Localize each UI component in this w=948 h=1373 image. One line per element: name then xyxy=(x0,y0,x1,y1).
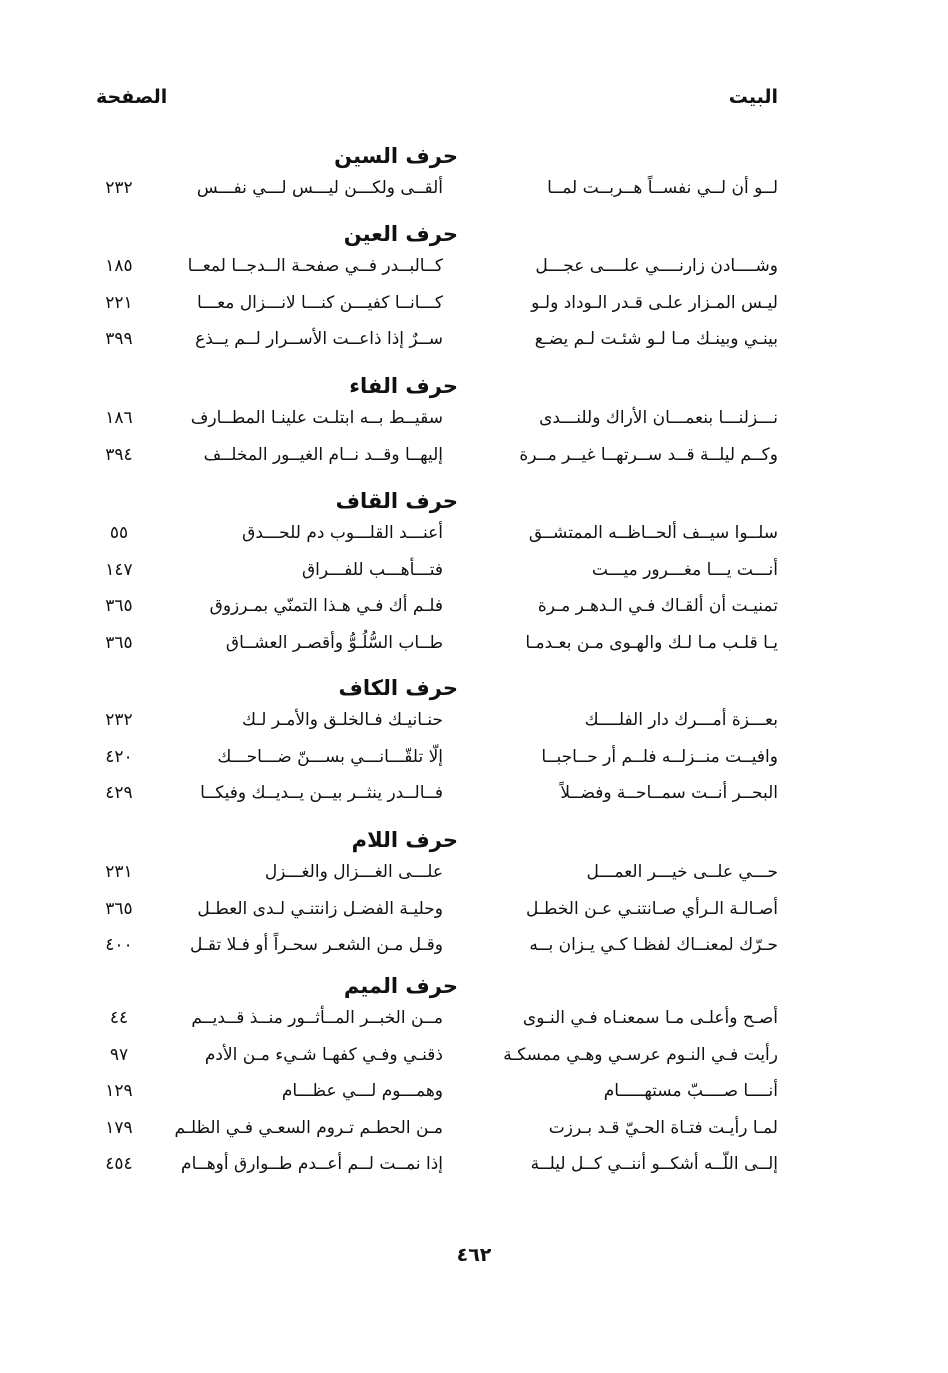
verse-page-ref: ١٨٦ xyxy=(105,408,133,428)
verse-row xyxy=(0,856,948,888)
verse-page-ref: ٢٣١ xyxy=(105,862,133,882)
verse-first-hemistich: إلــى اللّــه أشكــو أننــي كــل ليلــة xyxy=(530,1154,778,1174)
verse-first-hemistich: حـــي علــى خيـــر العمـــل xyxy=(586,862,778,882)
verse-first-hemistich: نـــزلنـــا بنعمـــان الأراك وللنـــدى xyxy=(539,408,778,428)
verse-row xyxy=(0,929,948,961)
verse-row xyxy=(0,172,948,204)
verse-page-ref: ٢٣٢ xyxy=(105,178,133,198)
verse-first-hemistich: رأيت فـي النـوم عرسـي وهـي ممسكـة xyxy=(503,1044,778,1065)
page-number: ٤٦٢ xyxy=(456,1244,492,1266)
verse-second-hemistich: أعنـــد القلـــوب دم للحـــدق xyxy=(242,523,443,543)
verse-page-ref: ٢٢١ xyxy=(105,292,133,313)
verse-first-hemistich: تمنيـت أن ألقـاك فـي الـدهـر مـرة xyxy=(537,596,778,616)
verse-first-hemistich: أنـــت يـــا مغـــرور ميـــت xyxy=(591,559,778,580)
verse-row xyxy=(0,893,948,925)
section-title: حرف العين xyxy=(343,222,458,246)
verse-second-hemistich: كــالبــدر فــي صفحـة الــدجــا لمعــا xyxy=(187,256,443,276)
verse-row xyxy=(0,1075,948,1107)
verse-page-ref: ٩٧ xyxy=(109,1044,129,1065)
verse-page-ref: ١٧٩ xyxy=(105,1117,133,1138)
verse-second-hemistich: طــاب السُّلُـوُّ وأقصـر العشــاق xyxy=(225,632,443,653)
verse-page-ref: ٣٦٥ xyxy=(105,632,133,653)
verse-second-hemistich: ألقــى ولكـــن ليـــس لـــي نفـــس xyxy=(196,178,443,198)
verse-page-ref: ١٤٧ xyxy=(105,559,133,580)
section-title: حرف القاف xyxy=(335,489,458,513)
verse-row xyxy=(0,439,948,471)
verse-page-ref: ٤٥٤ xyxy=(105,1154,133,1174)
verse-page-ref: ١٨٥ xyxy=(105,256,133,276)
verse-second-hemistich: ســرٌ إذا ذاعــت الأســرار لــم يــذع xyxy=(195,329,443,349)
verse-first-hemistich: حـرّك لمعنــاك لفظـا كـي يـزان بــه xyxy=(529,935,778,955)
verse-second-hemistich: سقيــط بــه ابتلـت علينـا المطــارف xyxy=(190,408,443,428)
section-title: حرف الميم xyxy=(343,974,458,998)
verse-second-hemistich: وحليـة الفضـل زانتنـي لـدى العطـل xyxy=(197,898,443,919)
verse-row xyxy=(0,1039,948,1071)
verse-page-ref: ٤٢٩ xyxy=(105,783,133,803)
verse-row xyxy=(0,704,948,736)
verse-row xyxy=(0,741,948,773)
verse-first-hemistich: بعـــزة أمـــرك دار الفلــــك xyxy=(584,710,778,730)
verse-second-hemistich: فلـم أك فـي هـذا التمنّي بمـرزوق xyxy=(209,596,443,616)
verse-page-ref: ٣٦٥ xyxy=(105,898,133,919)
verse-second-hemistich: فــالــدر ينثــر بيــن يــديــك وفيكــا xyxy=(200,783,443,803)
verse-row xyxy=(0,402,948,434)
verse-first-hemistich: ليـس المـزار علـى قـدر الـوداد ولـو xyxy=(531,292,778,313)
verse-page-ref: ١٢٩ xyxy=(105,1081,133,1101)
verse-row xyxy=(0,627,948,659)
verse-row xyxy=(0,323,948,355)
verse-second-hemistich: فتـــأهـــب للفـــراق xyxy=(301,559,443,580)
verse-first-hemistich: أصـح وأعلـى مـا سمعنـاه فـي النـوى xyxy=(522,1008,778,1028)
verse-row xyxy=(0,517,948,549)
section-title: حرف اللام xyxy=(351,828,458,852)
verse-page-ref: ٥٥ xyxy=(109,523,129,543)
verse-first-hemistich: وكــم ليلــة قــد ســرتهــا غيــر مــرة xyxy=(519,444,778,465)
verse-second-hemistich: مـن الحطـم تـروم السعـي فـي الظلـم xyxy=(174,1117,443,1138)
verse-page-ref: ٤٢٠ xyxy=(105,746,133,767)
verse-first-hemistich: لــو أن لــي نفســاً هــربــت لمــا xyxy=(547,178,778,198)
section-title: حرف السين xyxy=(334,144,458,168)
verse-row xyxy=(0,777,948,809)
verse-second-hemistich: وهمـــوم لـــي عظـــام xyxy=(281,1081,443,1101)
verse-second-hemistich: إليهــا وقــد نــام الغيــور المخلــف xyxy=(203,444,443,465)
verse-row xyxy=(0,554,948,586)
verse-row xyxy=(0,250,948,282)
verse-page-ref: ٣٩٩ xyxy=(105,329,133,349)
verse-first-hemistich: بينـي وبينـك مـا لـو شئـت لـم يضـع xyxy=(534,329,778,349)
verse-page-ref: ٢٣٢ xyxy=(105,710,133,730)
verse-row xyxy=(0,287,948,319)
section-title: حرف الكاف xyxy=(338,676,458,700)
verse-second-hemistich: إلّا تلقّـــانـــي بســـنّ ضـــاحـــك xyxy=(217,746,443,767)
section-title: حرف الفاء xyxy=(349,374,458,398)
verse-row xyxy=(0,1148,948,1180)
verse-page-ref: ٣٦٥ xyxy=(105,596,133,616)
verse-first-hemistich: يـا قلـب مـا لـك والهـوى مـن بعـدمـا xyxy=(525,632,778,653)
verse-second-hemistich: مــن الخبــر المــأثــور منــذ قــديــم xyxy=(191,1008,443,1028)
verse-page-ref: ٣٩٤ xyxy=(105,444,133,465)
verse-first-hemistich: أصـالـة الـرأي صـانتنـي عـن الخطـل xyxy=(526,898,778,919)
verse-second-hemistich: وقـل مـن الشعـر سحـراً أو فـلا تقـل xyxy=(190,935,443,955)
verse-second-hemistich: إذا نمــت لــم أعــدم طــوارق أوهــام xyxy=(181,1154,443,1174)
verse-row xyxy=(0,1002,948,1034)
verse-first-hemistich: وافيــت منــزلــه فلــم أر حــاجبــا xyxy=(541,746,778,767)
verse-row xyxy=(0,1112,948,1144)
column-header-page: الصفحة xyxy=(96,86,168,108)
verse-page-ref: ٤٠٠ xyxy=(105,935,133,955)
verse-second-hemistich: علـــى الغـــزال والغـــزل xyxy=(264,862,443,882)
verse-first-hemistich: لمـا رأيـت فتـاة الحـيّ قـد بـرزت xyxy=(548,1117,778,1138)
verse-first-hemistich: أنــــا صــــبّ مستهـــــام xyxy=(603,1081,778,1101)
verse-second-hemistich: ذقنـي وفـي كفهـا شـيء مـن الأدم xyxy=(204,1044,443,1065)
verse-first-hemistich: البحــر أنــت سمــاحــة وفضــلاً xyxy=(560,783,778,803)
verse-first-hemistich: وشــــادن زارنــــي علــــى عجـــل xyxy=(535,256,778,276)
verse-page-ref: ٤٤ xyxy=(109,1008,129,1028)
verse-second-hemistich: كـــانــا كفيـــن كنـــا لانـــزال معـــا xyxy=(196,292,443,313)
verse-second-hemistich: حنـانيـك فـالخلـق والأمـر لـك xyxy=(242,710,443,730)
column-header-verse: البيت xyxy=(728,86,778,108)
verse-first-hemistich: سلــوا سيــف ألحــاظــه الممتشــق xyxy=(528,523,778,543)
verse-row xyxy=(0,590,948,622)
